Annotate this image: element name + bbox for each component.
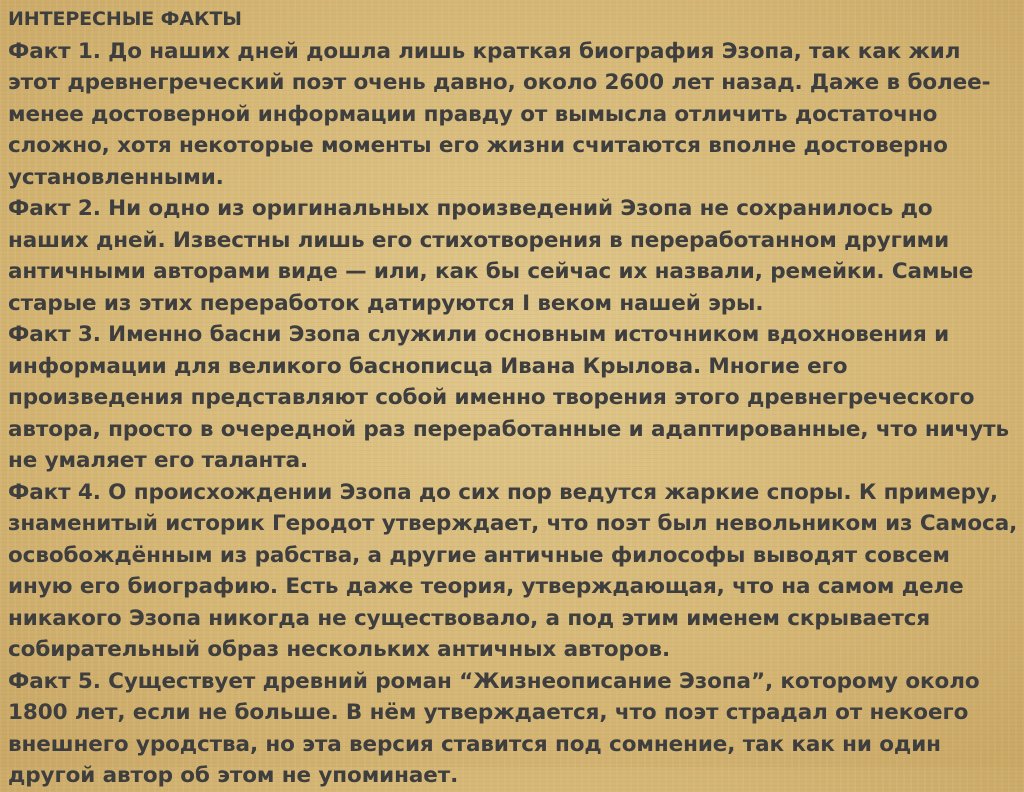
slide-heading: ИНТЕРЕСНЫЕ ФАКТЫ <box>8 8 242 30</box>
slide-content <box>8 4 1018 792</box>
fact-3: Факт 3. Именно басни Эзопа служили основным источником вдохновения и информации для великого баснописца Ивана Крылова. Многие его произведения представляют собой именно творения этого древнегреческого автора, просто в очередной раз переработанные и адаптированные, что ничуть не умаляет его таланта. <box>8 322 1010 473</box>
fact-4: Факт 4. О происхождении Эзопа до сих пор ведутся жаркие споры. К примеру, знаменитый историк Геродот утверждает, что поэт был невольником из Самоса, освобождённым из рабства, а другие античные философы выводят совсем иную его биографию. Есть даже теория, утверждающая, что на самом деле никакого Эзопа никогда не существовало, а под этим именем скрывается собирательный образ нескольких античных авторов. <box>8 479 1018 662</box>
fact-1: Факт 1. До наших дней дошла лишь краткая биография Эзопа, так как жил этот древнегреческий поэт очень давно, около 2600 лет назад. Даже в более-менее достоверной информации правду от вымысла отличить достаточно сложно, хотя некоторые моменты его жизни считаются вполне достоверно установленными. <box>8 38 991 190</box>
fact-5: Факт 5. Существует древний роман “Жизнеописание Эзопа”, которому около 1800 лет, если не больше. В нём утверждается, что поэт страдал от некоего внешнего уродства, но эта версия ставится под сомнение, так как ни один другой автор об этом не упоминает. <box>8 668 980 788</box>
fact-2: Факт 2. Ни одно из оригинальных произведений Эзопа не сохранилось до наших дней. Известны лишь его стихотворения в переработанном другими античными авторами виде — или, как бы сейчас их назвали, ремейки. Самые старые из этих переработок датируются I веком нашей эры. <box>8 196 974 316</box>
